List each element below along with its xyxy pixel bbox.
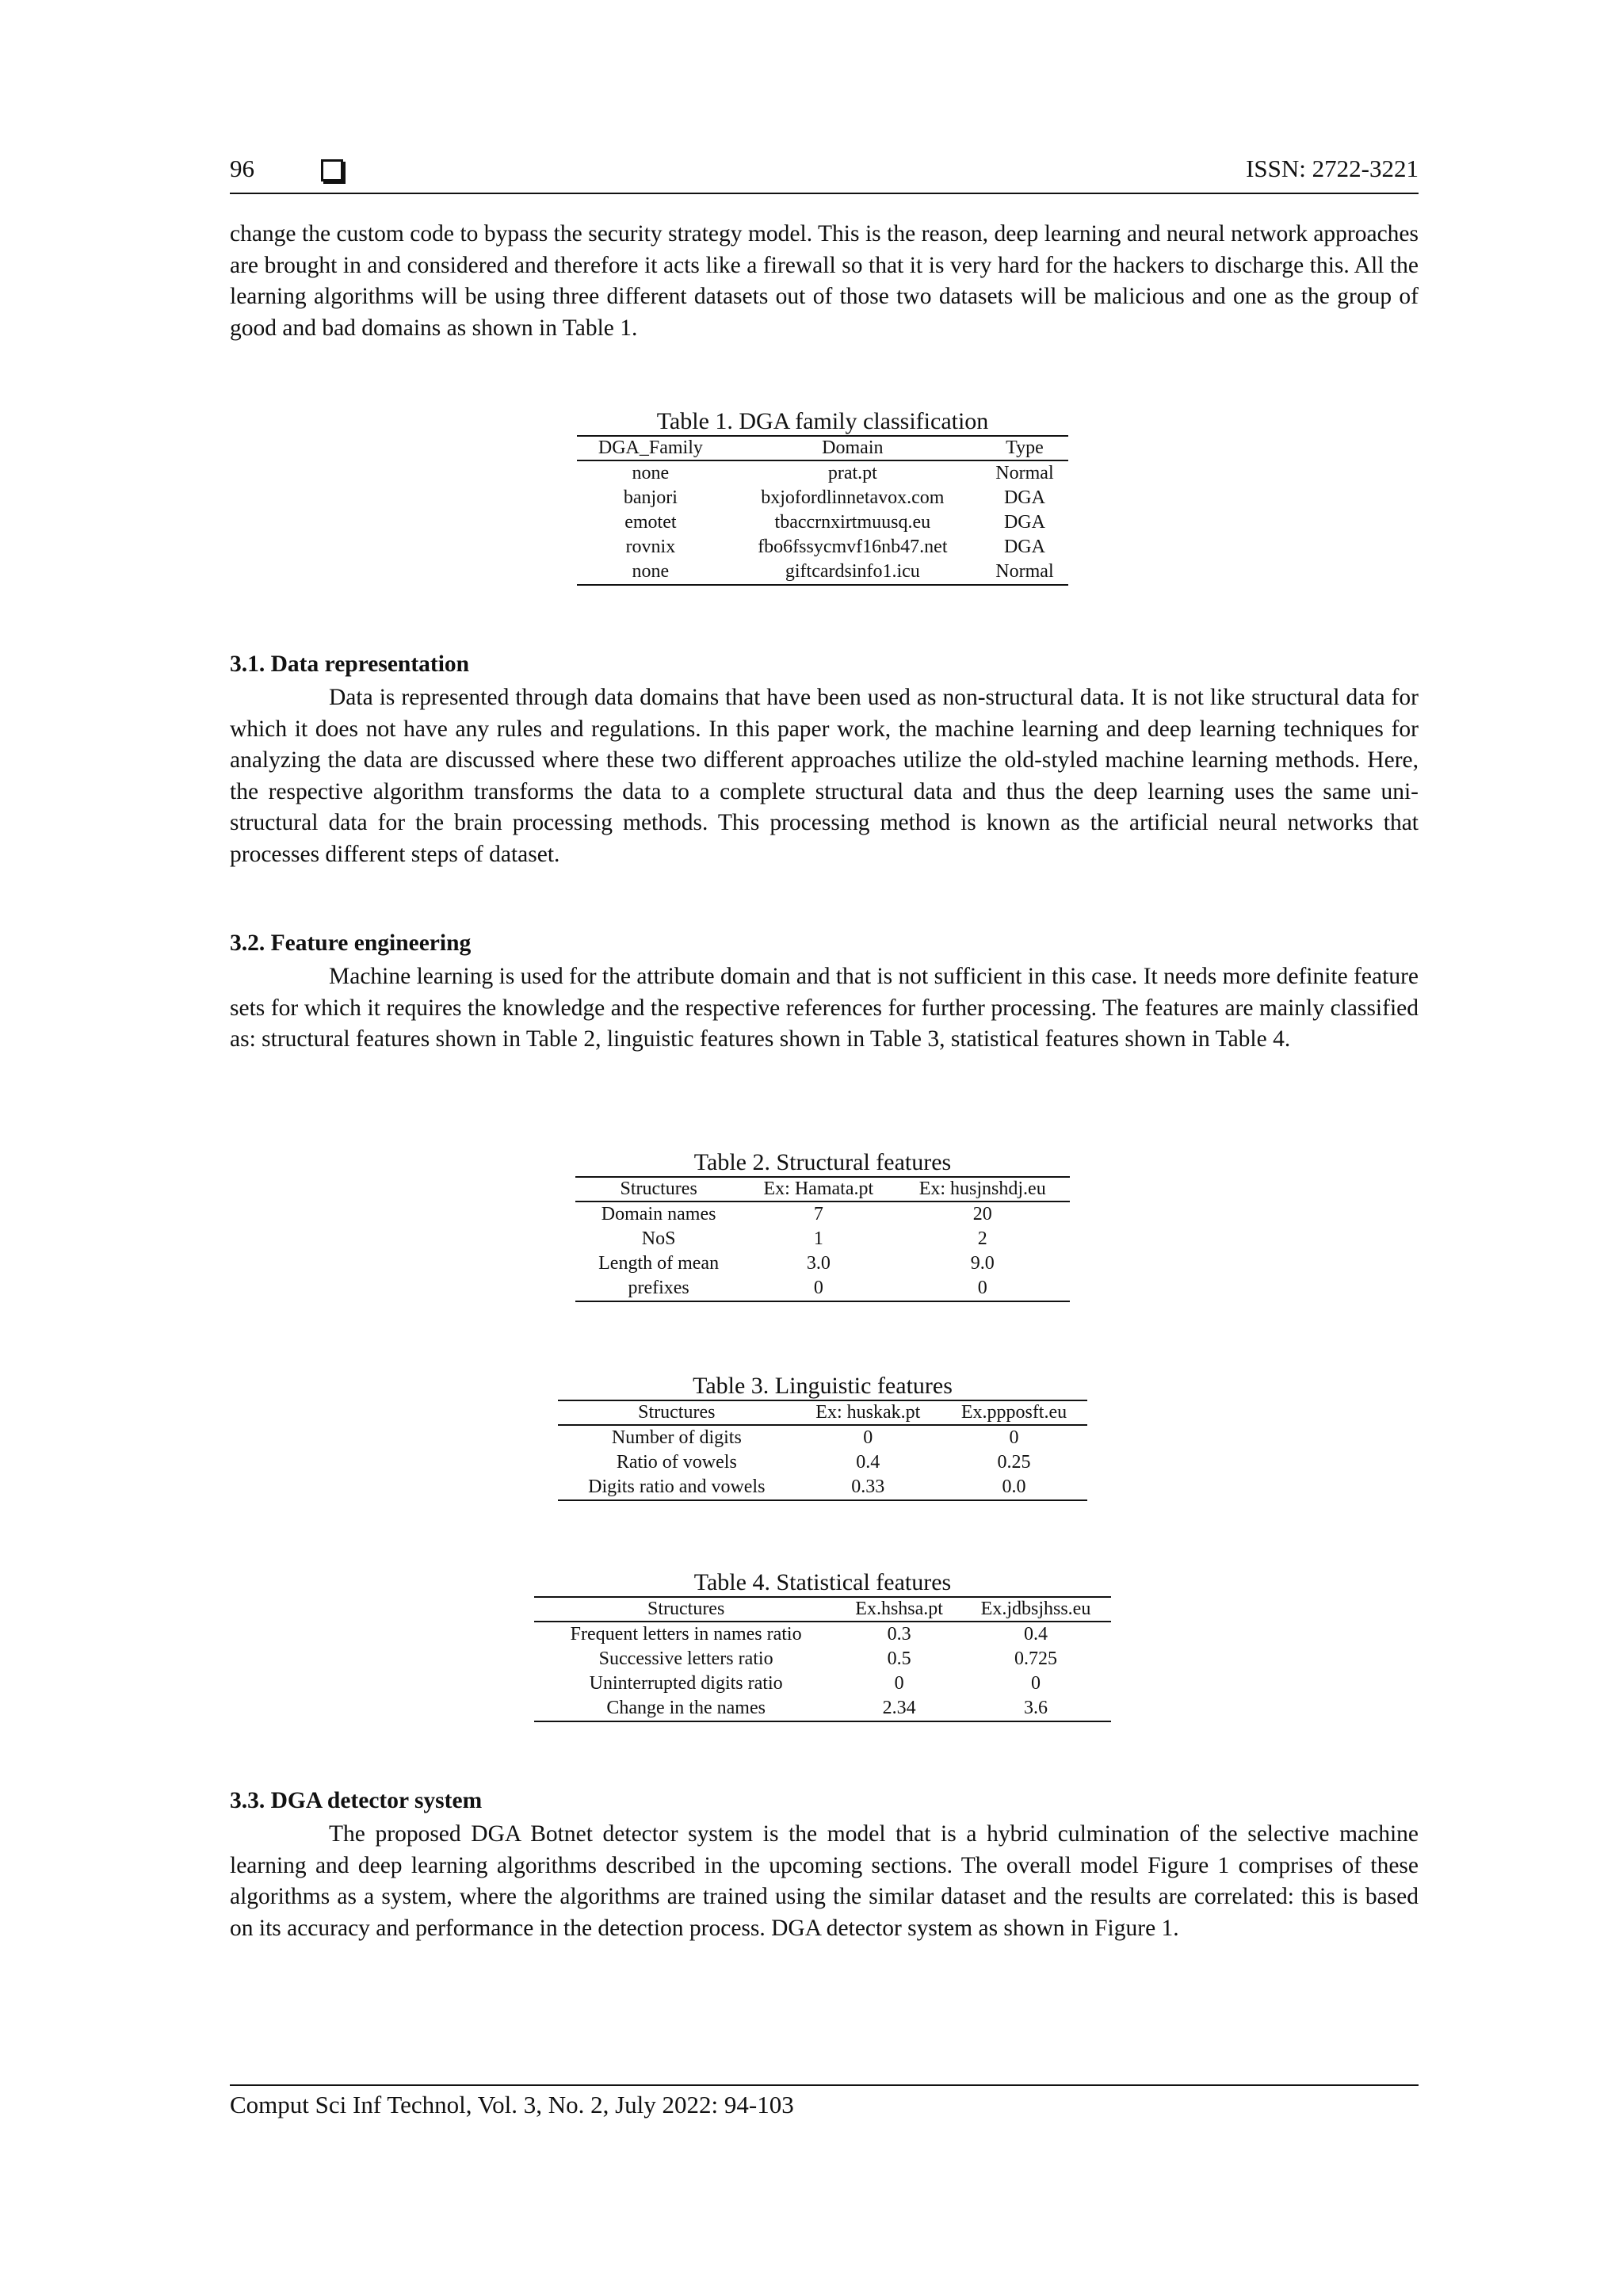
- column-header: DGA_Family: [577, 436, 724, 460]
- table-row: [558, 1425, 1087, 1450]
- column-header: Type: [981, 436, 1068, 460]
- journal-citation: Comput Sci Inf Technol, Vol. 3, No. 2, July 2022: 94-103: [230, 2091, 794, 2118]
- paper-page: [230, 0, 1419, 2296]
- table-cell: emotet: [624, 512, 677, 533]
- table-cell: Uninterrupted digits ratio: [589, 1673, 783, 1694]
- table-cell: 0.25: [997, 1452, 1031, 1473]
- table-row: [534, 1696, 1111, 1721]
- table-header-row: [577, 436, 1068, 460]
- table-cell: 0: [863, 1427, 873, 1448]
- table-cell: 0.4: [1023, 1624, 1048, 1645]
- table-row: [534, 1671, 1111, 1696]
- table-caption: Table 1. DGA family classification: [656, 408, 989, 434]
- column-header: Structures: [534, 1597, 838, 1622]
- table-cell: Change in the names: [534, 1696, 838, 1721]
- table-row: [575, 1276, 1070, 1301]
- table-row: [577, 460, 1068, 486]
- table-row: [577, 535, 1068, 560]
- table-cell: Normal: [981, 560, 1068, 585]
- column-header: Ex: Hamata.pt: [742, 1177, 895, 1201]
- table-cell: Successive letters ratio: [598, 1648, 773, 1669]
- table-cell: prat.pt: [827, 463, 877, 483]
- table-4: [534, 1569, 1111, 1722]
- issn: ISSN: 2722-3221: [1246, 155, 1419, 182]
- table-cell: 3.6: [960, 1696, 1111, 1721]
- table-cell: 20: [972, 1204, 992, 1224]
- table-cell: rovnix: [625, 537, 676, 557]
- table-cell: 9.0: [970, 1253, 995, 1274]
- table-cell: Normal: [995, 463, 1054, 483]
- section-3-1-paragraph: Data is represented through data domains that have been used as non-structural data. It is not like structural data for which it does not have any rules and regulations. In this paper work, the machine learning and deep learning techniques for analyzing the data are discussed where these two different approaches utilize the old-styled machine learning methods. Here, the respective algorithm transforms the data to a complete structural data and thus the deep learning uses the same uni-structural data for the brain processing methods. This processing method is known as the artificial neural networks that processes different steps of dataset.: [230, 685, 1419, 867]
- table-header-row: [575, 1177, 1070, 1201]
- table-cell: DGA: [1003, 512, 1045, 533]
- table-4-grid: [534, 1596, 1111, 1722]
- table-cell: NoS: [641, 1228, 676, 1249]
- page-header: [230, 153, 1419, 194]
- table-cell: none: [632, 463, 670, 483]
- table-3: [558, 1373, 1087, 1501]
- table-caption: Table 2. Structural features: [693, 1149, 952, 1175]
- column-header: Domain: [724, 436, 981, 460]
- table-cell: 0.33: [796, 1475, 941, 1500]
- table-caption: Table 4. Statistical features: [693, 1569, 952, 1595]
- table-row: [534, 1622, 1111, 1647]
- table-2-grid: [575, 1176, 1070, 1302]
- table-header-row: [534, 1597, 1111, 1622]
- table-cell: fbo6fssycmvf16nb47.net: [758, 537, 948, 557]
- table-cell: Digits ratio and vowels: [558, 1475, 796, 1500]
- table-cell: 2: [977, 1228, 987, 1249]
- intro-paragraph: change the custom code to bypass the security strategy model. This is the reason, deep learning and neural network approaches are brought in and considered and therefore it acts like a firewall so that it is very hard for the hackers to discharge this. All the learning algorithms will be using three different datasets out of those two datasets will be malicious and one as the group of good and bad domains as shown in Table 1.: [230, 221, 1419, 341]
- table-cell: 0: [742, 1276, 895, 1301]
- table-cell: Length of mean: [598, 1253, 720, 1274]
- table-cell: 1: [813, 1228, 823, 1249]
- table-row: [558, 1450, 1087, 1475]
- table-cell: Frequent letters in names ratio: [570, 1624, 802, 1645]
- table-cell: banjori: [623, 487, 678, 508]
- table-row: [575, 1201, 1070, 1227]
- table-cell: 7: [813, 1204, 823, 1224]
- table-cell: tbaccrnxirtmuusq.eu: [774, 512, 931, 533]
- table-row: [577, 486, 1068, 510]
- section-heading-3-3: 3.3. DGA detector system: [230, 1788, 483, 1813]
- column-header: Ex: husjnshdj.eu: [895, 1177, 1070, 1201]
- page-number: 96: [230, 155, 254, 182]
- section-3-3-paragraph: The proposed DGA Botnet detector system is the model that is a hybrid culmination of the selective machine learning and deep learning algorithms described in the upcoming sections. The overall model Figure 1 comprises of these algorithms as a system, where the algorithms are trained using the similar dataset and the results are correlated: this is based on its accuracy and performance in the detection process. DGA detector system as shown in Figure 1.: [230, 1821, 1419, 1941]
- table-cell: 0.725: [1014, 1648, 1057, 1669]
- table-cell: 0: [1030, 1673, 1041, 1694]
- table-cell: Number of digits: [611, 1427, 742, 1448]
- column-header: Ex.hshsa.pt: [838, 1597, 960, 1622]
- table-row: [558, 1475, 1087, 1500]
- section-3-2-paragraph: Machine learning is used for the attribute domain and that is not sufficient in this case. It needs more definite feature sets for which it requires the knowledge and the respective references for further processing. The features are mainly classified as: structural features shown in Table 2, linguistic features shown in Table 3, statistical features shown in Table 4.: [230, 964, 1419, 1052]
- table-row: [577, 560, 1068, 585]
- table-cell: 3.0: [806, 1253, 831, 1274]
- table-cell: 0: [894, 1673, 904, 1694]
- page-footer: [230, 2084, 1419, 2119]
- column-header: Ex.ppposft.eu: [941, 1400, 1087, 1425]
- table-cell: Ratio of vowels: [616, 1452, 737, 1473]
- table-cell: 0: [1009, 1427, 1019, 1448]
- table-cell: 0.0: [941, 1475, 1087, 1500]
- table-cell: 2.34: [838, 1696, 960, 1721]
- section-heading-3-1: 3.1. Data representation: [230, 651, 470, 677]
- table-cell: 0.4: [856, 1452, 880, 1473]
- table-cell: 0: [895, 1276, 1070, 1301]
- table-cell: 0.5: [887, 1648, 911, 1669]
- table-cell: bxjofordlinnetavox.com: [761, 487, 945, 508]
- table-cell: none: [577, 560, 724, 585]
- table-1: [577, 408, 1068, 586]
- table-1-grid: [577, 435, 1068, 586]
- column-header: Structures: [575, 1177, 742, 1201]
- table-row: [575, 1251, 1070, 1276]
- table-cell: 0.3: [887, 1624, 911, 1645]
- table-row: [577, 510, 1068, 535]
- table-row: [575, 1227, 1070, 1251]
- square-icon: [321, 159, 343, 181]
- table-caption: Table 3. Linguistic features: [693, 1373, 953, 1399]
- table-cell: DGA: [1003, 537, 1045, 557]
- table-cell: Domain names: [601, 1204, 716, 1224]
- column-header: Ex.jdbsjhss.eu: [960, 1597, 1111, 1622]
- column-header: Ex: huskak.pt: [796, 1400, 941, 1425]
- column-header: Structures: [558, 1400, 796, 1425]
- table-cell: giftcardsinfo1.icu: [724, 560, 981, 585]
- table-2: [575, 1149, 1070, 1302]
- section-heading-3-2: 3.2. Feature engineering: [230, 930, 472, 956]
- table-row: [534, 1647, 1111, 1671]
- table-3-grid: [558, 1400, 1087, 1501]
- table-cell: DGA: [1003, 487, 1045, 508]
- table-cell: prefixes: [575, 1276, 742, 1301]
- table-header-row: [558, 1400, 1087, 1425]
